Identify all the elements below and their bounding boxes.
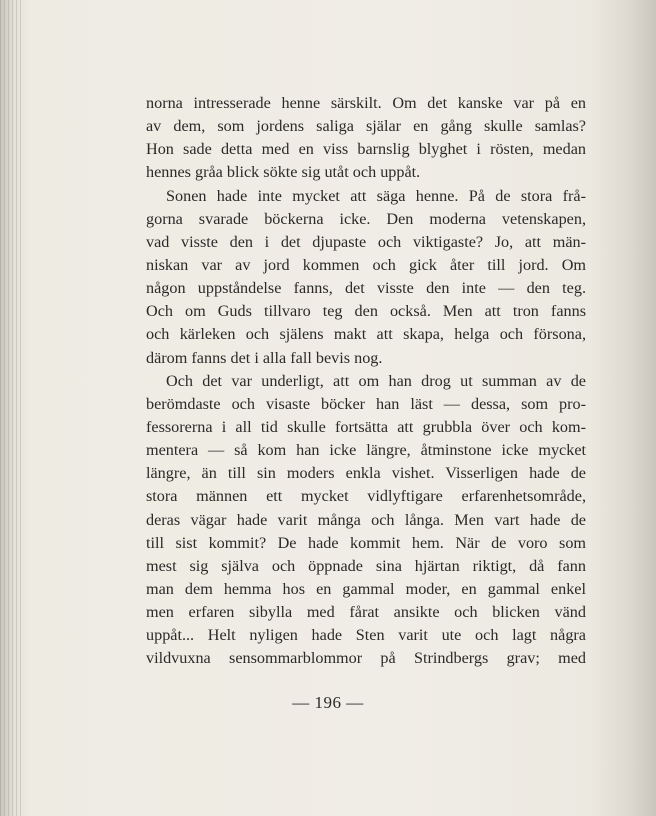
page-number: — 196 — — [292, 693, 364, 712]
text-line: mentera — så kom han icke längre, åtminstone icke mycket — [146, 441, 586, 460]
text-line: till sist kommit? De hade kommit hem. När de voro som — [146, 533, 586, 552]
text-line: längre, än till sin moders enkla vishet. Visserligen hade de — [146, 464, 586, 483]
text-line: av dem, som jordens saliga själar en gång skulle samlas? — [146, 117, 586, 136]
text-line: Hon sade detta med en viss barnslig blyghet i rösten, medan — [146, 140, 586, 159]
text-line: Och om Guds tillvaro teg den också. Men att tron fanns — [146, 302, 586, 321]
text-line: Sonen hade inte mycket att säga henne. På de stora frå- — [166, 186, 586, 205]
text-line: norna intresserade henne särskilt. Om det kanske var på en — [146, 94, 586, 112]
text-line: man dem hemma hos en gammal moder, en gammal enkel — [146, 579, 586, 598]
text-line: fessorerna i all tid skulle fortsätta att grubbla över och kom- — [146, 417, 586, 436]
text-line: och kärleken och själens makt att skapa, helga och försona, — [146, 325, 586, 344]
text-line: niskan var av jord kommen och gick åter till jord. Om — [146, 255, 586, 274]
text-line: deras vägar hade varit många och långa. Men vart hade de — [146, 510, 586, 529]
text-line: vildvuxna sensommarblommor på Strindbergs grav; med — [146, 649, 586, 668]
text-line: berömdaste och visaste böcker han läst — dessa, som pro- — [146, 394, 586, 413]
text-line: men erfaren sibylla med fårat ansikte och blicken vänd — [146, 603, 586, 622]
text-line: därom fanns det i alla fall bevis nog. — [146, 348, 383, 367]
body-text — [146, 92, 586, 671]
text-line: vad visste den i det djupaste och viktigaste? Jo, att män- — [146, 232, 586, 251]
text-line: uppåt... Helt nyligen hade Sten varit ute och lagt några — [146, 626, 586, 645]
text-line: hennes gråa blick sökte sig utåt och uppåt. — [146, 163, 421, 182]
text-line: stora männen ett mycket vidlyftigare erfarenhetsområde, — [146, 487, 586, 506]
text-line: gorna svarade böckerna icke. Den moderna vetenskapen, — [146, 209, 586, 228]
text-line: mest sig själva och öppnade sina hjärtan riktigt, då fann — [146, 556, 586, 575]
text-line: någon uppståndelse fanns, det visste den inte — den teg. — [146, 279, 586, 298]
text-line: Och det var underligt, att om han drog ut summan av de — [166, 371, 586, 390]
